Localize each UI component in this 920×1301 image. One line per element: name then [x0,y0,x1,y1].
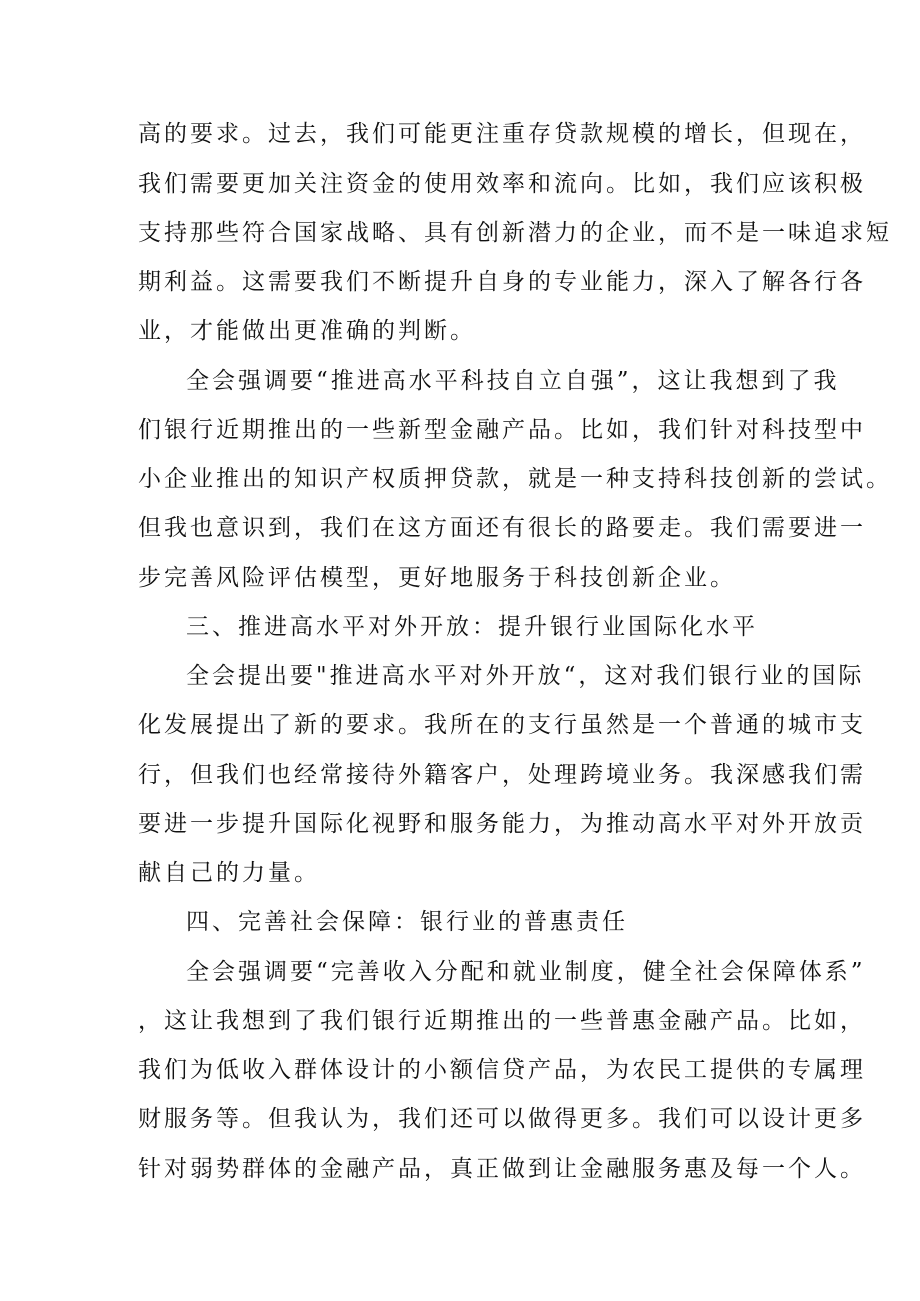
paragraph-line: 但我也意识到，我们在这方面还有很长的路要走。我们需要进一 [138,515,866,541]
paragraph-line: 支持那些符合国家战略、具有创新潜力的企业，而不是一味追求短 [138,220,892,246]
paragraph-line: 全会强调要“推进高水平科技自立自强”，这让我想到了我 [186,368,840,394]
paragraph-line: 高的要求。过去，我们可能更注重存贷款规模的增长，但现在， [138,121,866,147]
paragraph-line: 行，但我们也经常接待外籍客户，处理跨境业务。我深感我们需 [138,762,866,788]
section-heading: 四、完善社会保障：银行业的普惠责任 [186,909,628,935]
paragraph-line: 小企业推出的知识产权质押贷款，就是一种支持科技创新的尝试。 [138,466,892,492]
paragraph-line: 们银行近期推出的一些新型金融产品。比如，我们针对科技型中 [138,417,866,443]
paragraph-line: 献自己的力量。 [138,860,320,886]
paragraph-line: 化发展提出了新的要求。我所在的支行虽然是一个普通的城市支 [138,712,866,738]
paragraph-line: 财服务等。但我认为，我们还可以做得更多。我们可以设计更多 [138,1106,866,1132]
paragraph-line: 步完善风险评估模型，更好地服务于科技创新企业。 [138,565,736,591]
paragraph-line: 业，才能做出更准确的判断。 [138,318,476,344]
paragraph-line: 我们为低收入群体设计的小额信贷产品，为农民工提供的专属理 [138,1057,866,1083]
paragraph-line: 期利益。这需要我们不断提升自身的专业能力，深入了解各行各 [138,269,866,295]
paragraph-line: 针对弱势群体的金融产品，真正做到让金融服务惠及每一个人。 [138,1156,866,1182]
section-heading: 三、推进高水平对外开放：提升银行业国际化水平 [186,614,758,640]
paragraph-line: 全会强调要“完善收入分配和就业制度，健全社会保障体系” [186,959,866,985]
paragraph-line: 要进一步提升国际化视野和服务能力，为推动高水平对外开放贡 [138,811,866,837]
paragraph-line: 全会提出要"推进高水平对外开放“，这对我们银行业的国际 [186,663,865,689]
paragraph-line: ，这让我想到了我们银行近期推出的一些普惠金融产品。比如， [138,1008,866,1034]
paragraph-line: 我们需要更加关注资金的使用效率和流向。比如，我们应该积极 [138,171,866,197]
